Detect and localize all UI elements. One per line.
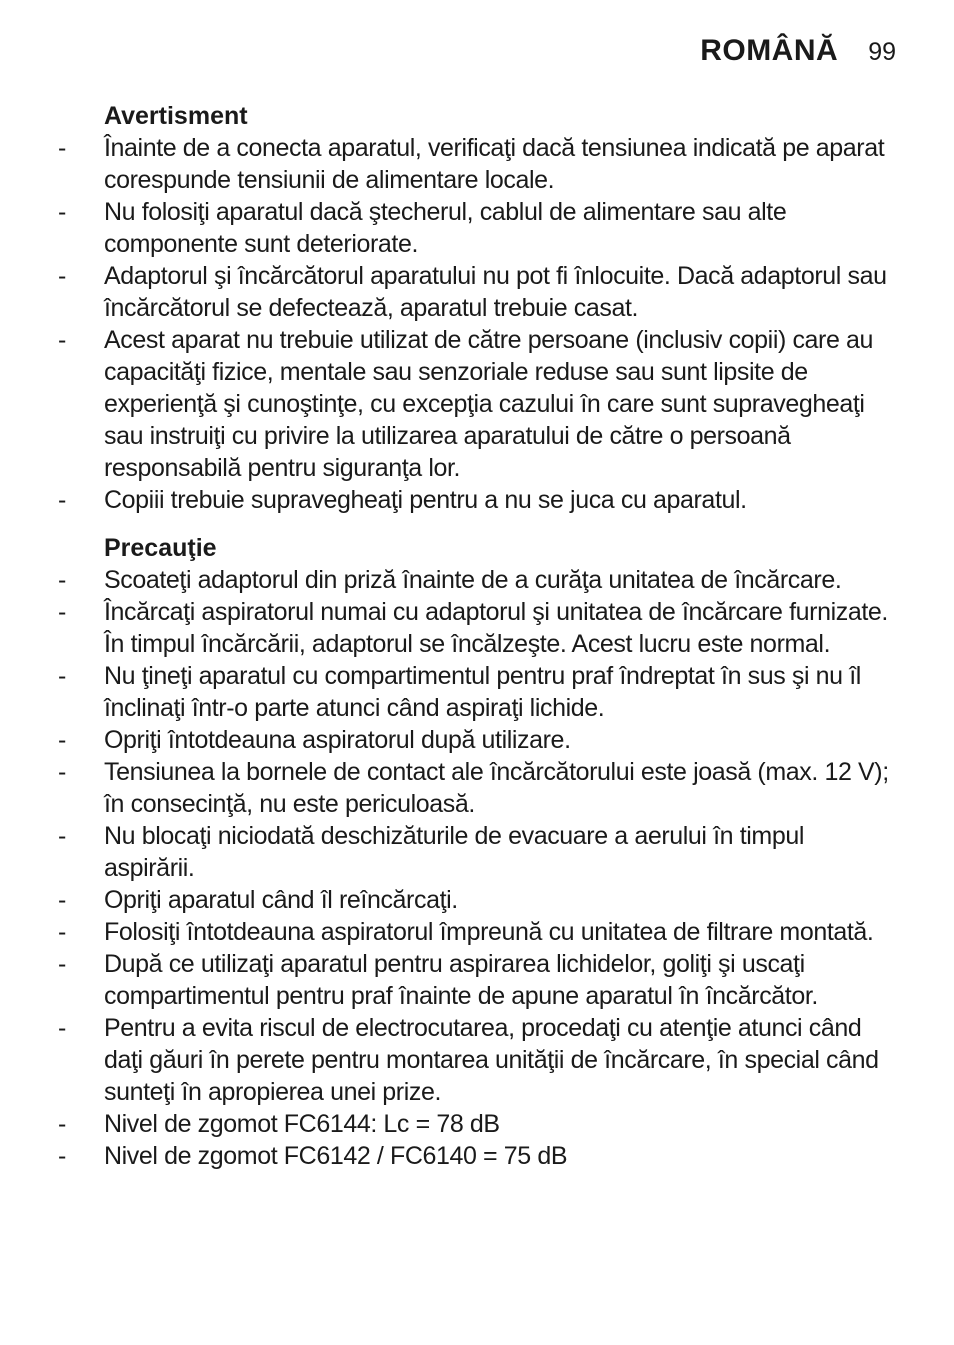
- document-body: [0, 100, 954, 1172]
- list-item: [0, 724, 954, 756]
- list-item: [0, 324, 954, 484]
- bullet-dash: -: [58, 662, 66, 690]
- bullet-dash: -: [58, 486, 66, 514]
- language-label: ROMÂNĂ: [700, 34, 839, 67]
- section-title: Precauţie: [104, 534, 217, 562]
- list-item-text: Opriţi întotdeauna aspiratorul după utilizare.: [104, 726, 571, 754]
- bullet-dash: -: [58, 822, 66, 850]
- bullet-list: [0, 564, 954, 1172]
- bullet-dash: -: [58, 950, 66, 978]
- list-item: [0, 916, 954, 948]
- list-item-text: Nu blocaţi niciodată deschizăturile de evacuare a aerului în timpul aspirării.: [104, 822, 805, 882]
- bullet-dash: -: [58, 598, 66, 626]
- list-item: [0, 1012, 954, 1108]
- list-item: [0, 1108, 954, 1140]
- list-item-text: Scoateţi adaptorul din priză înainte de a curăţa unitatea de încărcare.: [104, 566, 842, 594]
- section-0: [0, 100, 954, 516]
- bullet-dash: -: [58, 1110, 66, 1138]
- bullet-dash: -: [58, 1014, 66, 1042]
- bullet-dash: -: [58, 886, 66, 914]
- list-item-text: Nu folosiţi aparatul dacă ştecherul, cablul de alimentare sau alte componente sunt deteriorate.: [104, 198, 787, 258]
- list-item-text: Nivel de zgomot FC6144: Lc = 78 dB: [104, 1110, 500, 1138]
- list-item: [0, 820, 954, 884]
- list-item: [0, 132, 954, 196]
- list-item: [0, 484, 954, 516]
- bullet-dash: -: [58, 262, 66, 290]
- page-header: [700, 34, 896, 68]
- list-item-text: După ce utilizaţi aparatul pentru aspirarea lichidelor, goliţi şi uscaţi compartimentul pentru praf înainte de apune aparatul în încărcător.: [104, 950, 818, 1010]
- list-item: [0, 884, 954, 916]
- list-item-text: Copiii trebuie supravegheaţi pentru a nu se juca cu aparatul.: [104, 486, 747, 514]
- list-item-text: Adaptorul şi încărcătorul aparatului nu pot fi înlocuite. Dacă adaptorul sau încărcătorul se defectează, aparatul trebuie casat.: [104, 262, 887, 322]
- list-item: [0, 564, 954, 596]
- list-item: [0, 596, 954, 660]
- bullet-dash: -: [58, 726, 66, 754]
- section-spacer: [0, 516, 954, 532]
- bullet-dash: -: [58, 566, 66, 594]
- list-item: [0, 196, 954, 260]
- list-item-text: Folosiţi întotdeauna aspiratorul împreună cu unitatea de filtrare montată.: [104, 918, 874, 946]
- bullet-dash: -: [58, 758, 66, 786]
- list-item: [0, 660, 954, 724]
- list-item-text: Înainte de a conecta aparatul, verificaţi dacă tensiunea indicată pe aparat corespunde tensiunii de alimentare locale.: [104, 134, 885, 194]
- list-item-text: Tensiunea la bornele de contact ale încărcătorului este joasă (max. 12 V); în consecinţă, nu este periculoasă.: [104, 758, 889, 818]
- list-item-text: Opriţi aparatul când îl reîncărcaţi.: [104, 886, 458, 914]
- list-item-text: Pentru a evita riscul de electrocutarea, procedaţi cu atenţie atunci când daţi găuri în perete pentru montarea unităţii de încărcare, în special când sunteţi în apropierea unei prize.: [104, 1014, 879, 1106]
- bullet-dash: -: [58, 198, 66, 226]
- list-item: [0, 260, 954, 324]
- bullet-list: [0, 132, 954, 516]
- list-item-text: Nu ţineţi aparatul cu compartimentul pentru praf îndreptat în sus şi nu îl înclinaţi într-o parte atunci când aspiraţi lichide.: [104, 662, 861, 722]
- bullet-dash: -: [58, 1142, 66, 1170]
- list-item-text: Acest aparat nu trebuie utilizat de către persoane (inclusiv copii) care au capacităţi fizice, mentale sau senzoriale reduse sau sunt lipsite de experienţă şi cunoştinţe, cu excepţia cazului în care sunt supravegheaţi sau instruiţi cu privire la utilizarea aparatului de către o persoană responsabilă pentru siguranţa lor.: [104, 326, 874, 482]
- page-number: 99: [868, 38, 896, 66]
- section-title: Avertisment: [104, 102, 248, 130]
- bullet-dash: -: [58, 918, 66, 946]
- list-item: [0, 948, 954, 1012]
- list-item: [0, 1140, 954, 1172]
- section-1: [0, 532, 954, 1172]
- list-item-text: Nivel de zgomot FC6142 / FC6140 = 75 dB: [104, 1142, 568, 1170]
- bullet-dash: -: [58, 134, 66, 162]
- bullet-dash: -: [58, 326, 66, 354]
- list-item: [0, 756, 954, 820]
- list-item-text: Încărcaţi aspiratorul numai cu adaptorul şi unitatea de încărcare furnizate. În timpul încărcării, adaptorul se încălzeşte. Acest lucru este normal.: [104, 598, 888, 658]
